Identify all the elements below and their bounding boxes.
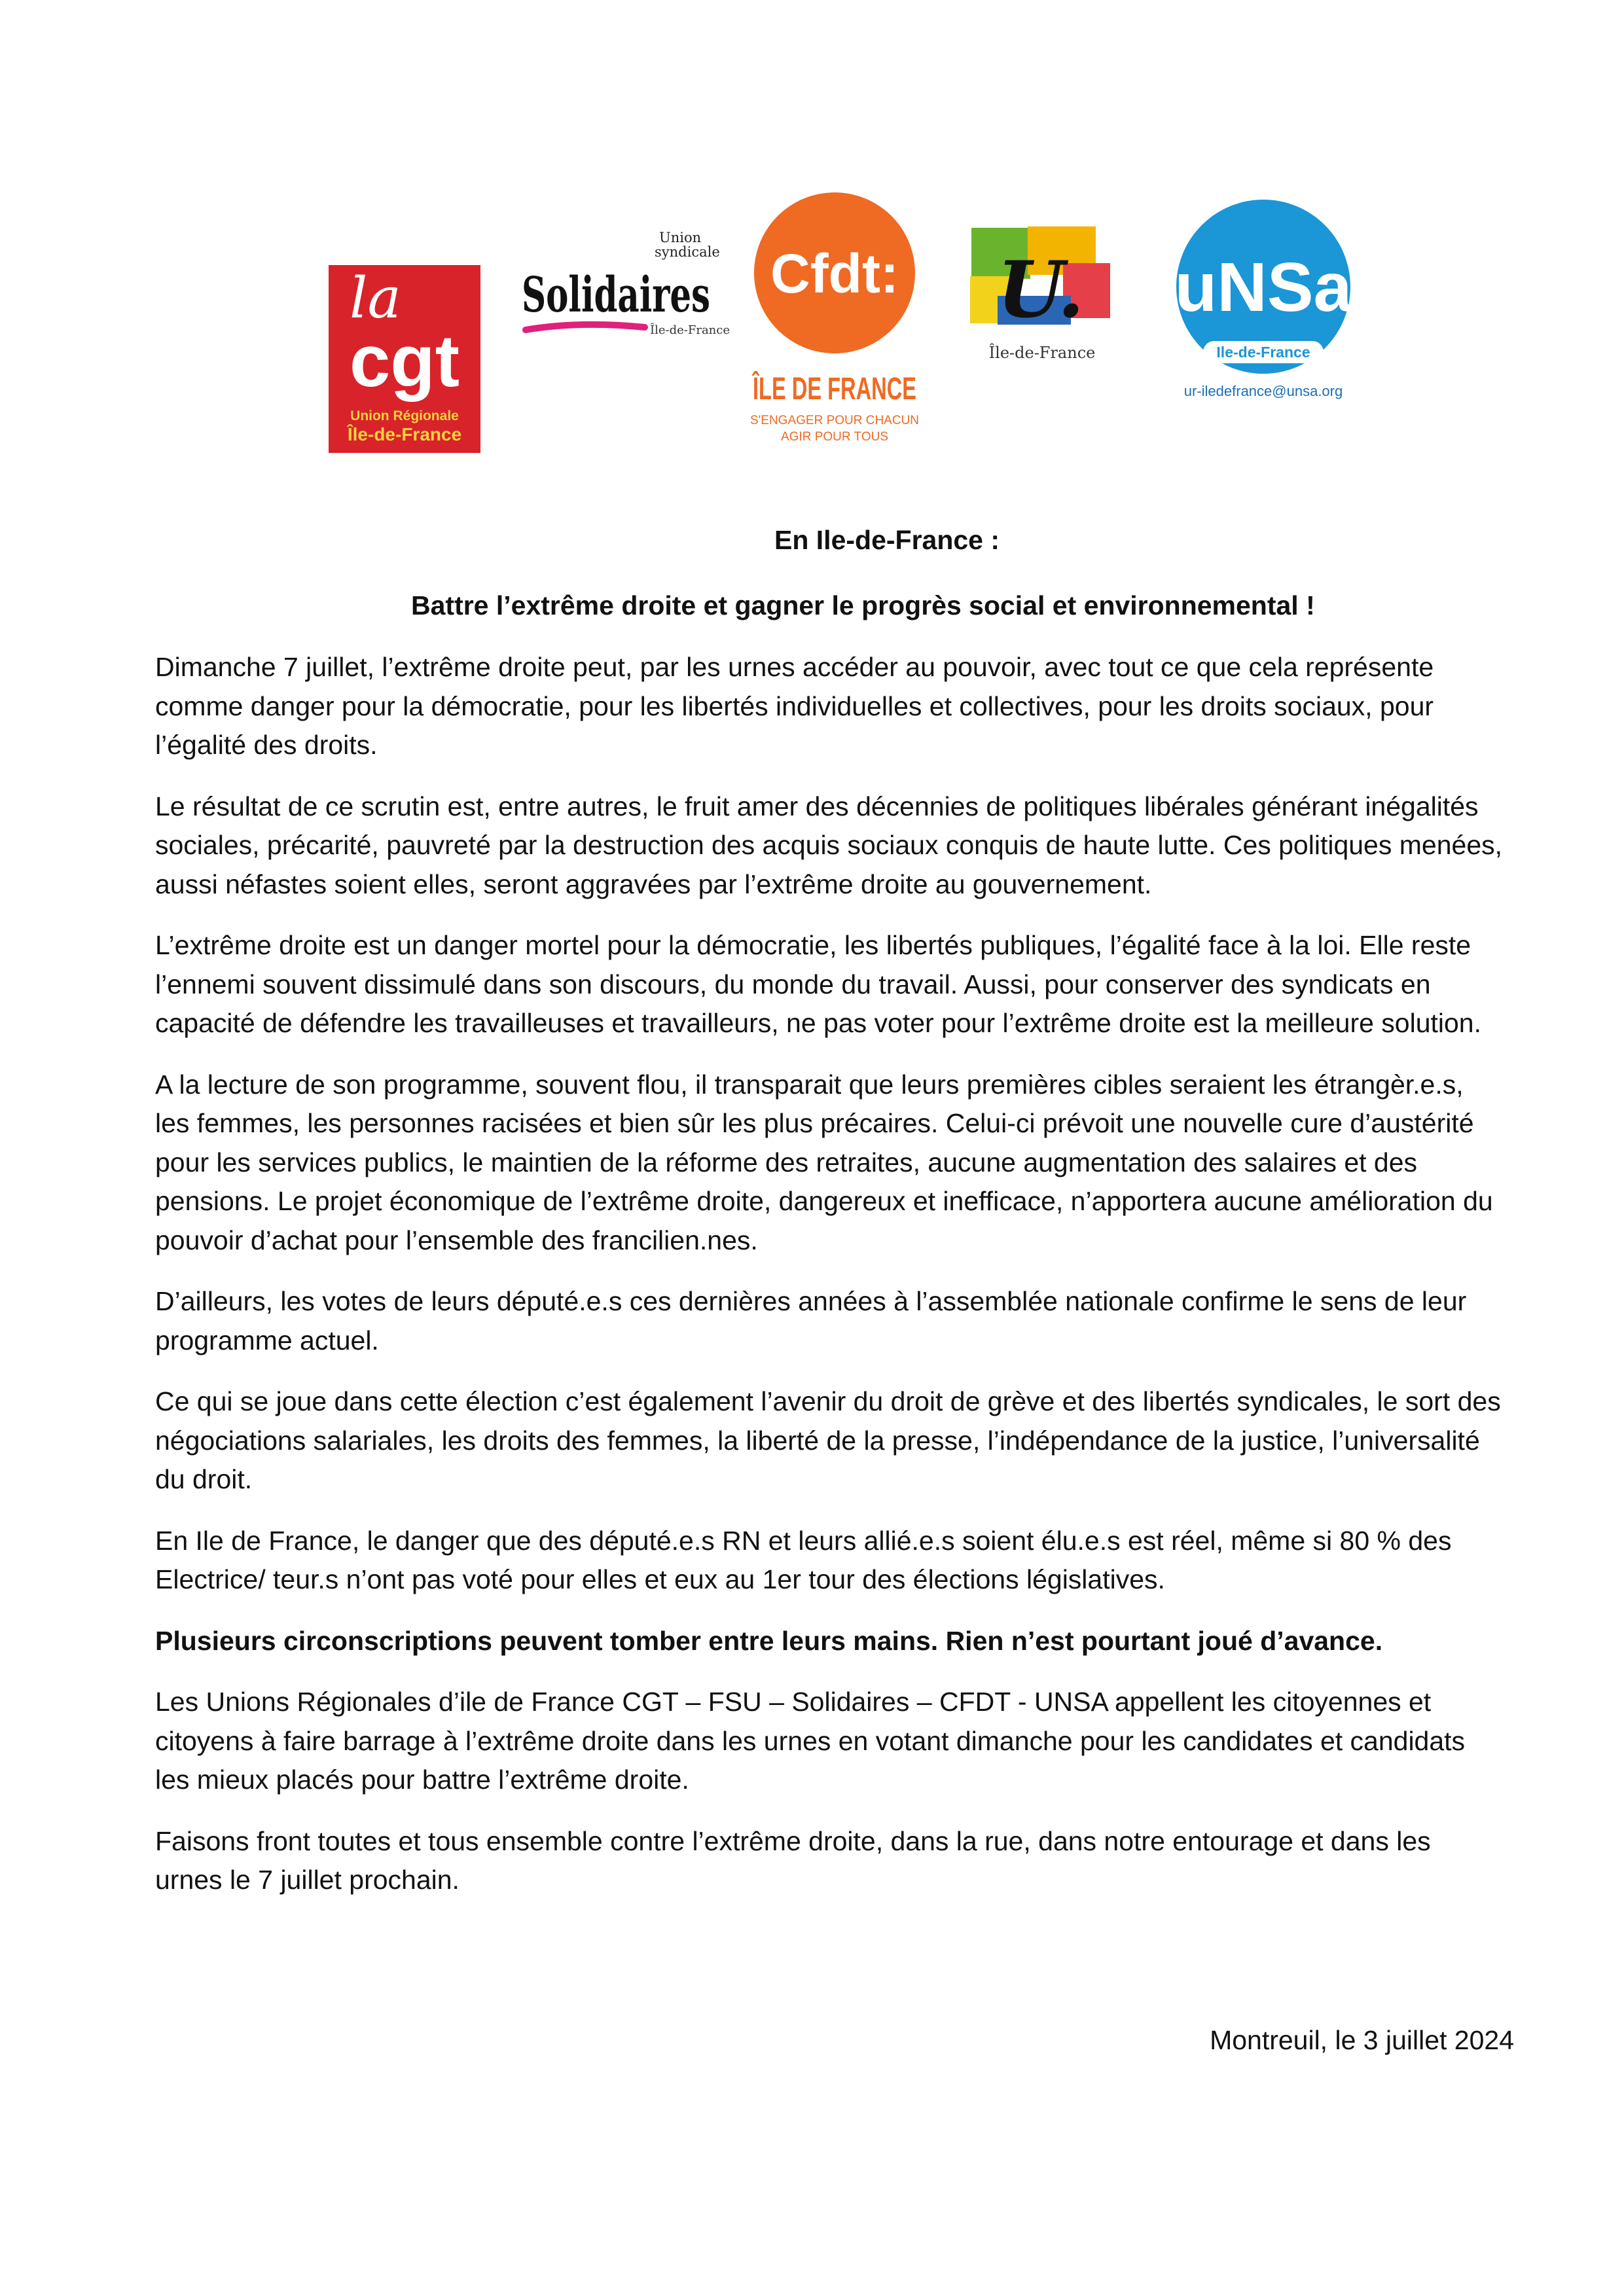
paragraph: Dimanche 7 juillet, l’extrême droite peut, par les urnes accéder au pouvoir, avec tout ce que cela représente comme danger pour la démocratie, pour les libertés individuelles et collectives, pour les droits sociaux, pour l’égalité des droits. [155, 652, 1434, 760]
fsu-logo [967, 224, 1117, 368]
paragraph: En Ile de France, le danger que des député.e.s RN et leurs allié.e.s soient élu.e.s est réel, même si 80 % des Electrice/ teur.s n’ont pas voté pour elles et eux au 1er tour des élections législatives. [155, 1525, 1452, 1594]
cgt-logo-graphic [329, 265, 480, 453]
unsa-letters: uNSa [1174, 249, 1352, 326]
paragraph: Ce qui se joue dans cette élection c’est également l’avenir du droit de grève et des libertés syndicales, le sort des négociations salariales, les droits des femmes, la liberté de la presse, l’indépendance de la justice, l’universalité du droit. [155, 1386, 1501, 1494]
fsu-region: Île-de-France [988, 344, 1096, 362]
date-line: Montreuil, le 3 juillet 2024 [1210, 2025, 1514, 2055]
paragraph-emphasis: Plusieurs circonscriptions peuvent tomber entre leurs mains. Rien n’est pourtant joué d’avance. [155, 1625, 1383, 1656]
cfdt-name: Cfdt: [770, 243, 899, 304]
solidaires-logo [520, 223, 731, 347]
paragraph: L’extrême droite est un danger mortel pour la démocratie, les libertés publiques, l’égalité face à la loi. Elle reste l’ennemi souvent dissimulé dans son discours, du monde du travail. Aussi, pour conserver des syndicats en capacité de défendre les travailleuses et travailleurs, ne pas voter pour l’extrême droite est la meilleure solution. [155, 930, 1481, 1038]
cgt-logo [329, 265, 480, 453]
cgt-subtitle-2: Île-de-France [347, 424, 462, 444]
document-title: En Ile-de-France : [774, 525, 1000, 555]
cgt-name-text: cgt [350, 320, 460, 402]
solidaires-logo-graphic [520, 223, 731, 347]
cgt-la-text: la [350, 266, 401, 331]
document-subtitle: Battre l’extrême droite et gagner le progrès social et environnemental ! [411, 590, 1315, 620]
solidaires-name: Solidaires [522, 267, 710, 323]
paragraph: A la lecture de son programme, souvent flou, il transparait que leurs premières cibles seraient les étrangèr.e.s, les femmes, les personnes racisées et bien sûr les plus précaires. Celui-ci prévoit une nouvelle cure d’austérité pour les services publics, le maintien de la réforme des retraites, aucune augmentation des salaires et des pensions. Le projet économique de l’extrême droite, dangereux et inefficace, n’apportera aucune amélioration du pouvoir d’achat pour l’ensemble des francilien.nes. [155, 1069, 1493, 1255]
unsa-logo [1165, 198, 1362, 408]
fsu-logo-graphic [967, 224, 1117, 368]
solidaires-union-2: syndicale [655, 244, 720, 260]
solidaires-underline [526, 325, 645, 330]
cfdt-logo-graphic [746, 191, 994, 448]
paragraph: Les Unions Régionales d’ile de France CGT – FSU – Solidaires – CFDT - UNSA appellent les citoyennes et citoyens à faire barrage à l’extrême droite dans les urnes en votant dimanche pour les candidates et candidats les mieux placés pour battre l’extrême droite. [155, 1687, 1466, 1795]
fsu-letter: U. [997, 244, 1085, 335]
unsa-region: Ile-de-France [1216, 344, 1310, 361]
unsa-logo-graphic [1165, 198, 1362, 408]
paragraph: Faisons front toutes et tous ensemble contre l’extrême droite, dans la rue, dans notre entourage et dans les urnes le 7 juillet prochain. [155, 1825, 1431, 1895]
cgt-subtitle-1: Union Régionale [350, 408, 459, 423]
paragraph: D’ailleurs, les votes de leurs député.e.s ces dernières années à l’assemblée nationale confirme le sens de leur programme actuel. [155, 1286, 1467, 1355]
cfdt-region: ÎLE DE FRANCE [753, 372, 994, 406]
cfdt-tagline-1: S'ENGAGER POUR CHACUN [749, 414, 920, 427]
solidaires-region: Île-de-France [650, 323, 731, 337]
cfdt-logo [746, 191, 994, 448]
cfdt-tagline-2: AGIR POUR TOUS [781, 430, 888, 444]
unsa-email: ur-iledefrance@unsa.org [1183, 383, 1343, 399]
document-body [155, 648, 1504, 1922]
paragraph: Le résultat de ce scrutin est, entre autres, le fruit amer des décennies de politiques libérales générant inégalités sociales, précarité, pauvreté par la destruction des acquis sociaux conquis de haute lutte. Ces politiques menées, aussi néfastes soient elles, seront aggravées par l’extrême droite au gouvernement. [155, 791, 1503, 899]
solidaires-union-1: Union [659, 230, 702, 245]
